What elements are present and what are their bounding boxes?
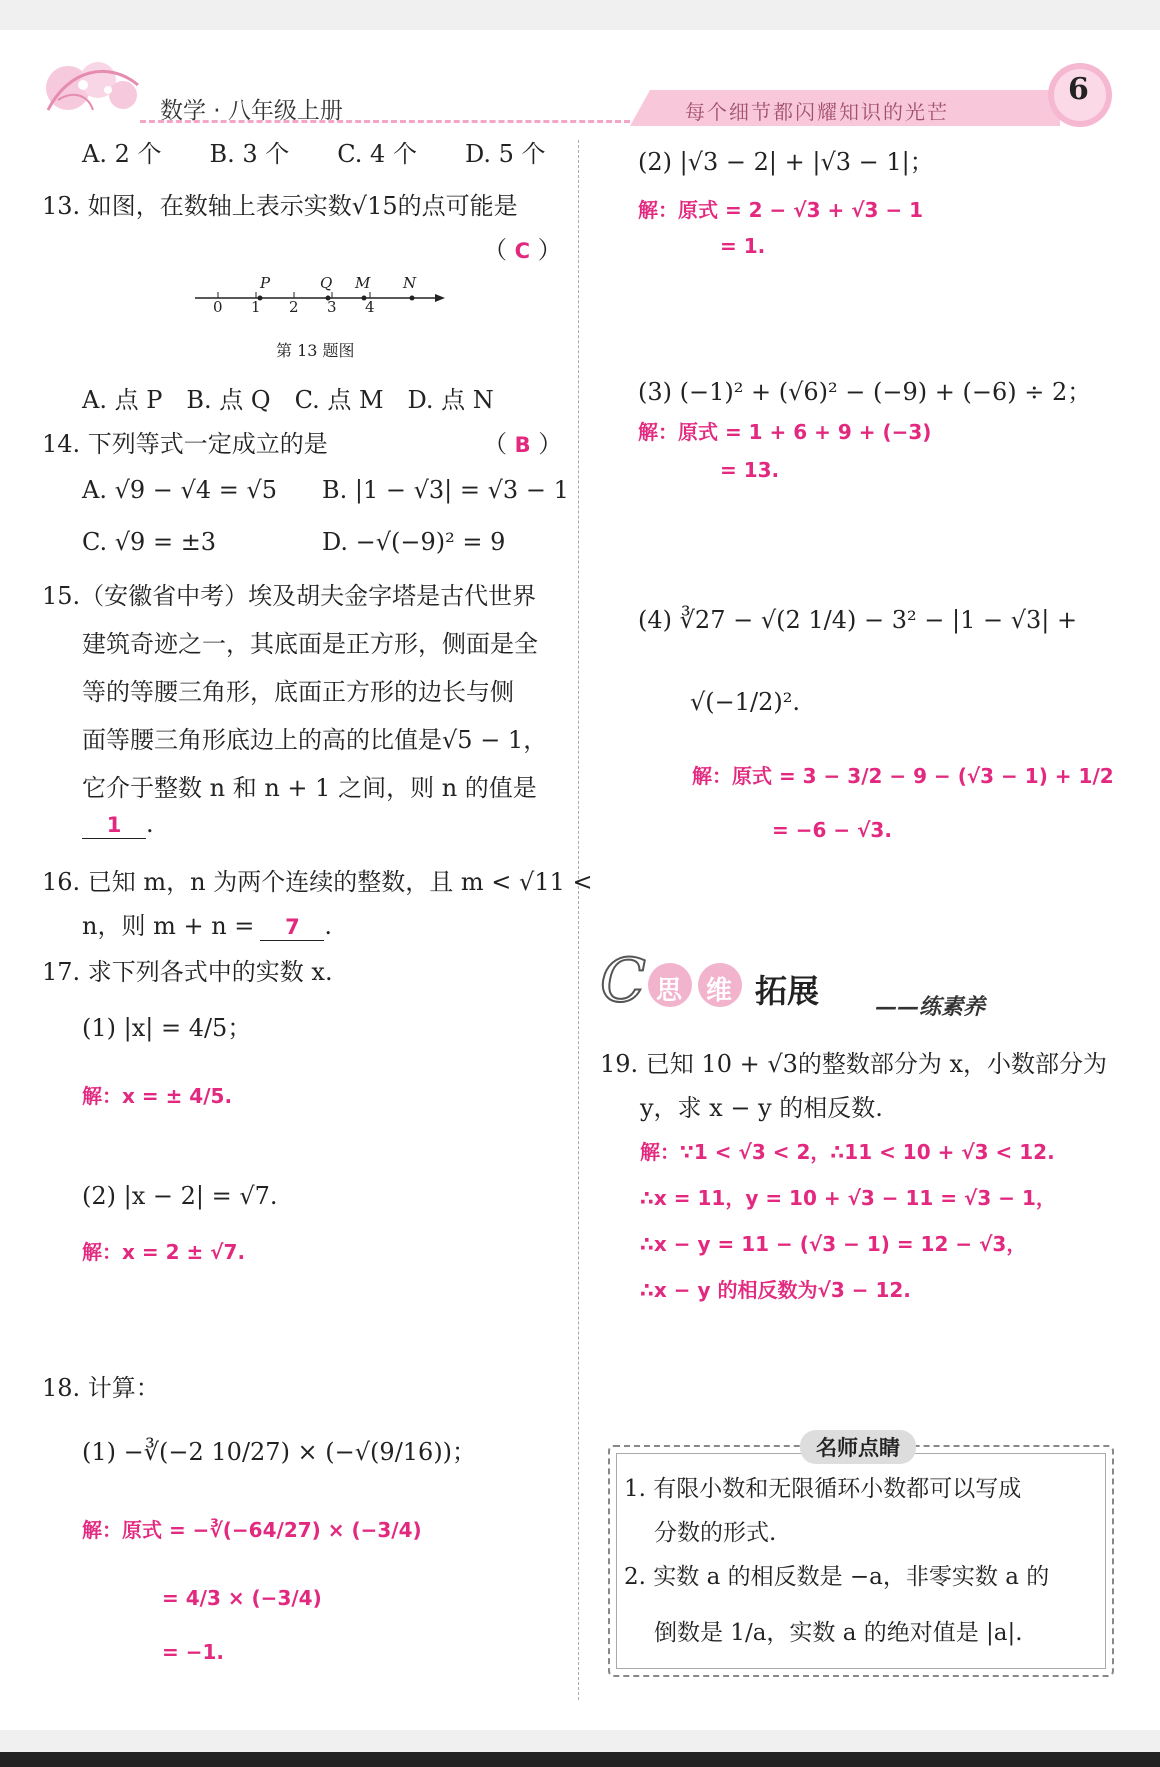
q16-line-2: n，则 m + n = 7 . — [82, 912, 333, 940]
q18-solution-3-line-1: 解：原式 = 1 + 6 + 9 + (−3) — [638, 420, 932, 444]
q15-answer: 1 — [106, 813, 122, 837]
axis-tick-2: 2 — [289, 298, 299, 316]
q14-option-d: D. −√(−9)² = 9 — [322, 528, 506, 556]
q19-solution-line-4: ∴x − y 的相反数为√3 − 12. — [640, 1278, 911, 1302]
book-title: 数学 · 八年级上册 — [160, 98, 343, 124]
q13-figure-caption: 第 13 题图 — [276, 341, 355, 360]
q13-options: A. 点 P B. 点 Q C. 点 M D. 点 N — [82, 386, 494, 414]
q19-solution-line-1: 解：∵1 < √3 < 2，∴11 < 10 + √3 < 12. — [640, 1140, 1055, 1164]
q16-line-2-text: n，则 m + n = — [82, 912, 255, 940]
q15-line-2: 建筑奇迹之一，其底面是正方形，侧面是全 — [82, 630, 538, 658]
q18-solution-1-line-1: 解：原式 = −∛(−64/27) × (−3/4) — [82, 1518, 422, 1542]
q18-solution-2-line-1: 解：原式 = 2 − √3 + √3 − 1 — [638, 198, 924, 222]
teacher-tips-title: 名师点睛 — [800, 1430, 916, 1464]
axis-tick-1: 1 — [251, 298, 261, 316]
axis-point-q: Q — [320, 274, 333, 292]
q12-options: A. 2 个 B. 3 个 C. 4 个 D. 5 个 — [82, 140, 546, 168]
q16-line-1: 16. 已知 m，n 为两个连续的整数，且 m < √11 < — [42, 868, 593, 896]
q15-answer-line: 1 . — [82, 810, 154, 839]
q14-option-c: C. √9 = ±3 — [82, 528, 217, 556]
q15-line-3: 等的等腰三角形，底面正方形的边长与侧 — [82, 678, 514, 706]
q18-solution-4-line-1: 解：原式 = 3 − 3/2 − 9 − (√3 − 1) + 1/2 — [692, 764, 1114, 788]
q18-stem: 18. 计算： — [42, 1374, 160, 1402]
column-divider — [578, 140, 579, 1700]
q13-stem: 13. 如图，在数轴上表示实数√15的点可能是 — [42, 192, 518, 220]
tip-line-1: 1. 有限小数和无限循环小数都可以写成 — [624, 1476, 1022, 1502]
q13-answer: C — [514, 239, 531, 263]
q14-option-a: A. √9 − √4 = √5 — [82, 476, 278, 504]
axis-point-n: N — [403, 274, 417, 292]
tip-line-3: 2. 实数 a 的相反数是 −a，非零实数 a 的 — [624, 1564, 1050, 1590]
axis-tick-3: 3 — [327, 298, 337, 316]
q19-solution-line-3: ∴x − y = 11 − (√3 − 1) = 12 − √3， — [640, 1232, 1027, 1256]
tip-line-4: 倒数是 1/a，实数 a 的绝对值是 |a|. — [654, 1620, 1023, 1646]
q18-solution-1-line-3: = −1. — [162, 1640, 224, 1664]
header-slogan: 每个细节都闪耀知识的光芒 — [685, 100, 949, 124]
q18-part-4-line-1: (4) ∛27 − √(2 1/4) − 3² − |1 − √3| + — [638, 606, 1078, 634]
axis-tick-4: 4 — [365, 298, 375, 316]
axis-point-m: M — [355, 274, 371, 292]
section-title: 拓展 — [755, 972, 820, 1010]
section-subtitle: ——练素养 — [875, 994, 986, 1020]
q18-solution-1-line-2: = 4/3 × (−3/4) — [162, 1586, 322, 1610]
section-letter: C — [600, 946, 646, 1016]
section-title-a: 思 — [656, 976, 683, 1006]
q19-line-2: y，求 x − y 的相反数. — [640, 1094, 883, 1122]
section-title-b: 维 — [706, 976, 733, 1006]
q14-stem: 14. 下列等式一定成立的是 — [42, 430, 328, 458]
q18-part-2: (2) |√3 − 2| + |√3 − 1|； — [638, 148, 934, 176]
q14-option-b: B. |1 − √3| = √3 − 1 — [322, 476, 569, 504]
q18-part-1: (1) −∛(−2 10/27) × (−√(9/16))； — [82, 1438, 477, 1466]
q17-stem: 17. 求下列各式中的实数 x. — [42, 958, 333, 986]
q16-answer: 7 — [285, 915, 300, 939]
flower-ornament-icon — [38, 50, 148, 125]
tip-line-2: 分数的形式. — [654, 1520, 777, 1546]
q14-answer: B — [514, 433, 531, 457]
q17-solution-2: 解：x = 2 ± √7. — [82, 1240, 246, 1264]
q17-part-1: (1) |x| = 4/5； — [82, 1014, 252, 1042]
axis-point-p: P — [260, 274, 271, 292]
header-rule — [140, 120, 630, 123]
axis-tick-0: 0 — [213, 298, 223, 316]
q15-line-5: 它介于整数 n 和 n + 1 之间，则 n 的值是 — [82, 774, 537, 802]
q17-solution-1: 解：x = ± 4/5. — [82, 1084, 233, 1108]
q17-part-2: (2) |x − 2| = √7. — [82, 1182, 278, 1210]
page-number: 6 — [1068, 72, 1089, 107]
q19-solution-line-2: ∴x = 11，y = 10 + √3 − 11 = √3 − 1， — [640, 1186, 1056, 1210]
q15-line-4: 面等腰三角形底边上的高的比值是√5 − 1， — [82, 726, 548, 754]
q18-part-4-line-2: √(−1/2)². — [690, 688, 801, 716]
q13-answer-bracket: （ C ） — [483, 236, 562, 264]
q14-answer-bracket: （ B ） — [483, 430, 563, 458]
bottom-bar — [0, 1752, 1160, 1767]
q15-line-1: 15.（安徽省中考）埃及胡夫金字塔是古代世界 — [42, 582, 537, 610]
q18-solution-2-line-2: = 1. — [720, 234, 766, 258]
q19-line-1: 19. 已知 10 + √3的整数部分为 x，小数部分为 — [600, 1050, 1108, 1078]
q18-part-3: (3) (−1)² + (√6)² − (−9) + (−6) ÷ 2； — [638, 378, 1092, 406]
q18-solution-4-line-2: = −6 − √3. — [772, 818, 892, 842]
q18-solution-3-line-2: = 13. — [720, 458, 780, 482]
